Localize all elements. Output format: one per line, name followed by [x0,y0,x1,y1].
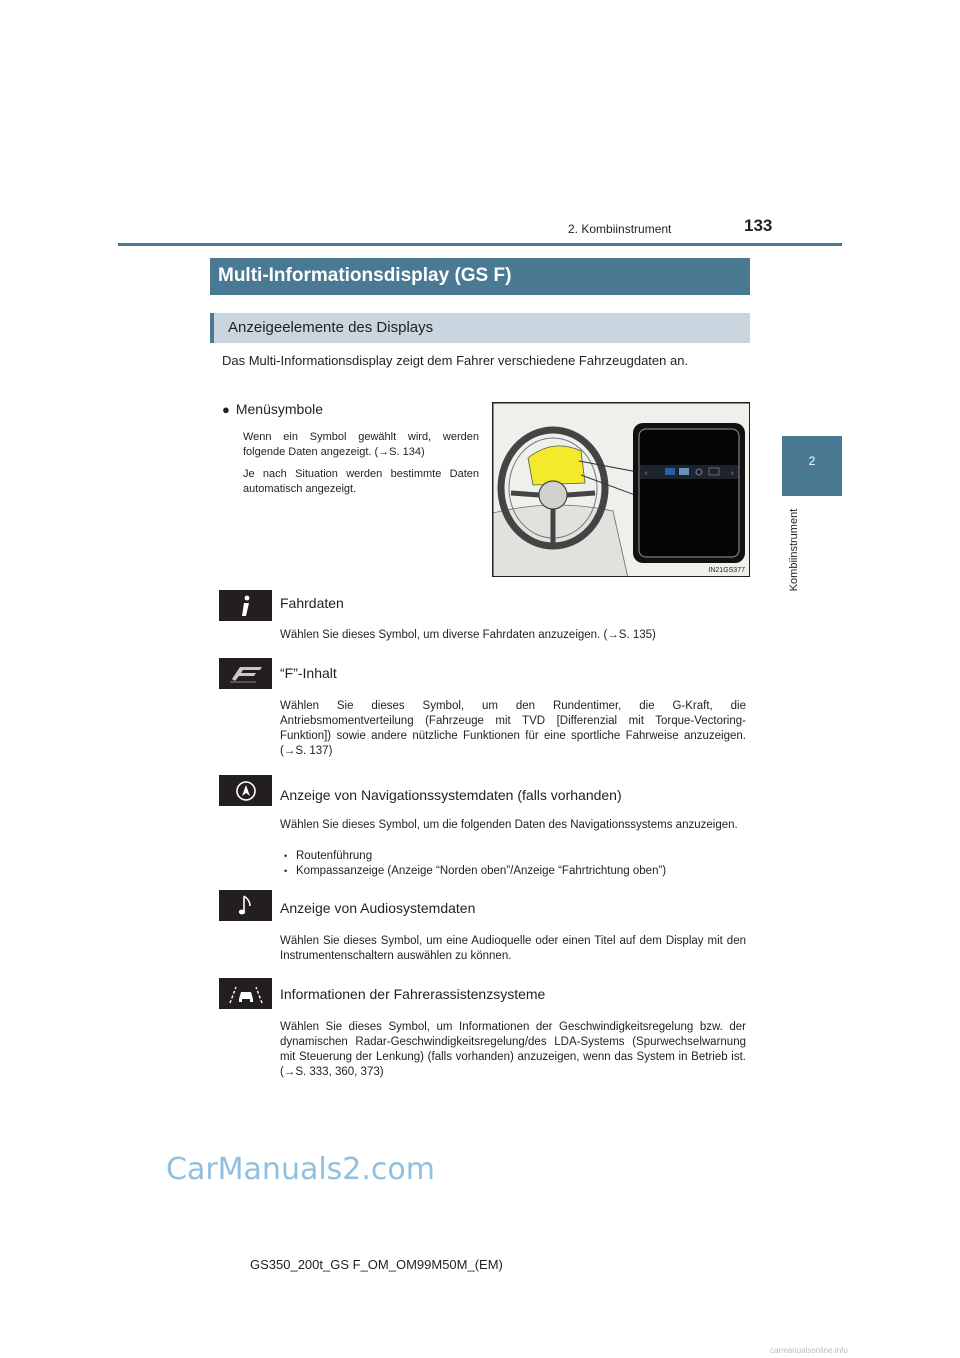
item-title-driver-assist: Informationen der Fahrerassistenzsysteme [280,986,546,1002]
sub-heading: Anzeigeelemente des Displays [210,313,750,343]
item-body-driver-assist: Wählen Sie dieses Symbol, um Informationen der Geschwindigkeitsregelung bzw. der dynamischen Radar-Geschwindigkeitsregelung/des LDA-Systems (Spurwechselwarnung mit Steuerung der Lenkung) (falls vorhanden) anzuzeigen, wenn das System in Betrieb ist. (→S. 333, 360, 373) [280,1021,746,1078]
svg-text:›: › [731,470,734,477]
header-section-title: 2. Kombiinstrument [568,222,672,236]
menu-symbols-heading [222,401,323,417]
driver-assist-icon [219,978,272,1009]
bullet-icon: ● [222,402,230,417]
navigation-icon [219,775,272,806]
footer-brand: carmanualsonline.info [770,1346,848,1355]
item-title-audio: Anzeige von Audiosystemdaten [280,900,476,916]
chapter-label: Kombiinstrument [788,508,800,592]
intro-paragraph: Das Multi-Informationsdisplay zeigt dem Fahrer verschiedene Fahrzeugdaten an. [222,353,689,368]
audio-note-icon [219,890,272,921]
svg-text:‹: ‹ [645,470,648,477]
menu-note-1: Wenn ein Symbol gewählt wird, werden folgende Daten angezeigt. (→S. 134) [243,431,479,458]
dashboard-drawing [493,403,750,577]
list-item: • Routenführung [282,849,742,864]
footer-doc-code: GS350_200t_GS F_OM_OM99M50M_(EM) [250,1257,503,1272]
item-title-f-inhalt: “F”-Inhalt [280,665,337,681]
item-title-fahrdaten: Fahrdaten [280,595,344,611]
main-heading: Multi-Informationsdisplay (GS F) [210,258,750,295]
list-item: • Kompassanzeige (Anzeige “Norden oben”/Anzeige “Fahrtrichtung oben”) [282,864,742,879]
item-body-fahrdaten: Wählen Sie dieses Symbol, um diverse Fahrdaten anzuzeigen. (→S. 135) [280,629,656,641]
figure-code: IN21GS377 [708,567,745,574]
page-number: 133 [744,216,773,235]
f-sport-icon [219,658,272,689]
header-divider [118,243,842,246]
menu-symbols-title: Menüsymbole [235,401,324,417]
item-body-navigation: Wählen Sie dieses Symbol, um die folgenden Daten des Navigationssystems anzuzeigen. [280,819,738,831]
item-body-f-inhalt: Wählen Sie dieses Symbol, um den Rundentimer, die G-Kraft, die Antriebsmomentverteilung (Fahrzeuge mit TVD [Differenzial mit Torque-Vectoring-Funktion]) sowie andere nützliche Funktionen für eine sportliche Fahrweise anzuzeigen. (→S. 137) [280,700,746,757]
item-title-navigation: Anzeige von Navigationssystemdaten (falls vorhanden) [280,787,622,803]
info-icon [219,590,272,621]
item-body-audio: Wählen Sie dieses Symbol, um eine Audioquelle oder einen Titel auf dem Display mit den Instrumentenschaltern auswählen zu können. [280,935,746,962]
chapter-label-container [786,500,800,600]
navigation-sublist [282,849,742,879]
menu-note-2: Je nach Situation werden bestimmte Daten automatisch angezeigt. [243,468,479,495]
dashboard-illustration [492,402,750,577]
chapter-number: 2 [808,454,816,468]
watermark-text: CarManuals2.com [166,1152,436,1187]
chapter-tab [782,436,842,496]
